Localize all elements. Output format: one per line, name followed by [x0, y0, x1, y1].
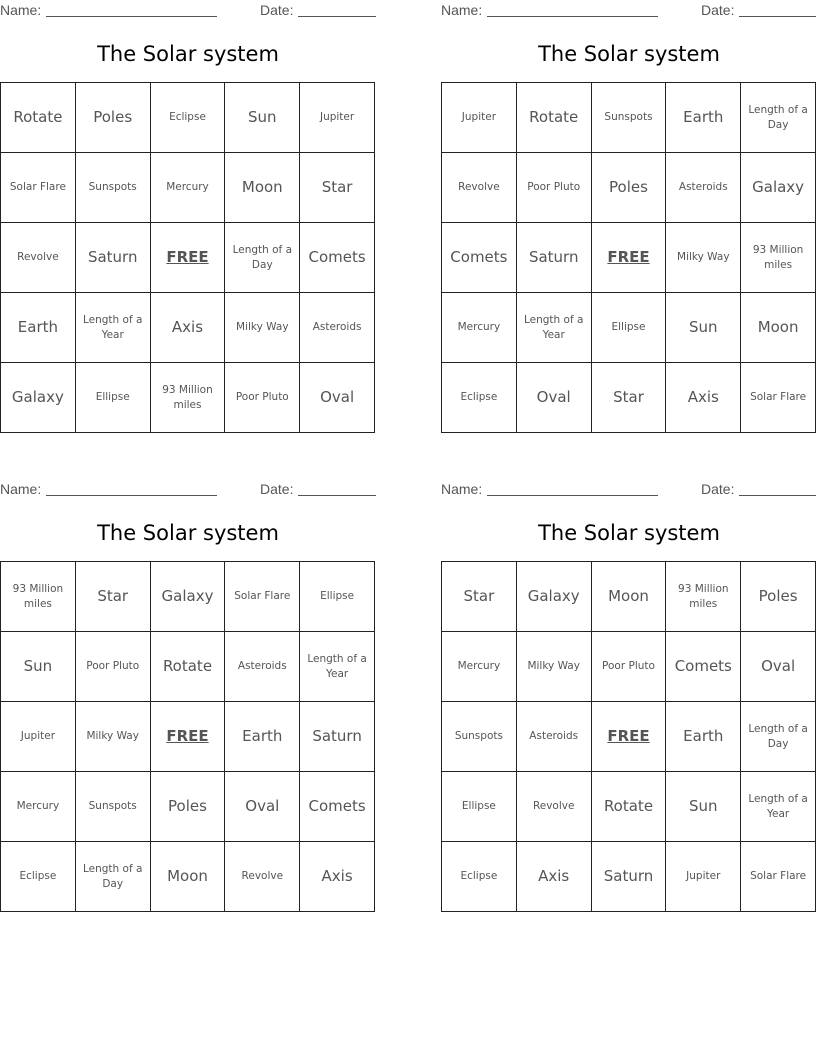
bingo-cell: Moon [741, 293, 816, 363]
bingo-cell: Poles [741, 562, 816, 632]
bingo-cell: Rotate [517, 83, 592, 153]
card-header [0, 0, 376, 20]
bingo-cell: Jupiter [666, 842, 741, 912]
bingo-cell: Jupiter [300, 83, 375, 153]
bingo-cell: Sunspots [76, 153, 151, 223]
bingo-cell: Galaxy [741, 153, 816, 223]
bingo-cell: Asteroids [666, 153, 741, 223]
bingo-cell: Poles [76, 83, 151, 153]
bingo-cell: Poles [592, 153, 667, 223]
bingo-cell: Comets [666, 632, 741, 702]
bingo-cell: Axis [517, 842, 592, 912]
bingo-cell: Asteroids [517, 702, 592, 772]
date-line [739, 495, 816, 496]
bingo-cell: Length of a Year [300, 632, 375, 702]
bingo-cell: Solar Flare [225, 562, 300, 632]
bingo-cell: Axis [151, 293, 226, 363]
bingo-cell: Sunspots [76, 772, 151, 842]
bingo-cell: Saturn [517, 223, 592, 293]
bingo-cell: Oval [300, 363, 375, 433]
bingo-cell: Sun [666, 772, 741, 842]
bingo-cell: Rotate [1, 83, 76, 153]
bingo-cell: Galaxy [151, 562, 226, 632]
bingo-cell: Saturn [76, 223, 151, 293]
bingo-cell: Earth [225, 702, 300, 772]
date-label: Date: [701, 2, 735, 18]
bingo-cell: Ellipse [300, 562, 375, 632]
bingo-card [0, 0, 376, 436]
bingo-cell: 93 Million miles [1, 562, 76, 632]
bingo-cell: Star [442, 562, 517, 632]
date-label: Date: [260, 481, 294, 497]
free-space-cell: FREE [151, 702, 226, 772]
bingo-cell: Comets [442, 223, 517, 293]
card-title: The Solar system [538, 42, 720, 66]
name-line [487, 16, 658, 17]
bingo-cell: Milky Way [666, 223, 741, 293]
bingo-cell: Mercury [442, 293, 517, 363]
bingo-cell: Eclipse [1, 842, 76, 912]
bingo-cell: Sunspots [442, 702, 517, 772]
bingo-cell: Rotate [592, 772, 667, 842]
free-space-cell: FREE [592, 223, 667, 293]
bingo-cell: Oval [225, 772, 300, 842]
bingo-cell: Revolve [517, 772, 592, 842]
bingo-cell: Star [76, 562, 151, 632]
free-space-cell: FREE [592, 702, 667, 772]
bingo-cell: Earth [666, 702, 741, 772]
name-label: Name: [441, 2, 483, 18]
bingo-cell: Eclipse [442, 363, 517, 433]
bingo-grid [0, 82, 375, 433]
bingo-cell: Saturn [300, 702, 375, 772]
bingo-card [0, 479, 376, 915]
bingo-cell: Rotate [151, 632, 226, 702]
bingo-cell: Galaxy [1, 363, 76, 433]
bingo-cell: Poor Pluto [517, 153, 592, 223]
bingo-cell: Comets [300, 772, 375, 842]
bingo-cell: Poles [151, 772, 226, 842]
bingo-cell: Star [592, 363, 667, 433]
bingo-cell: 93 Million miles [741, 223, 816, 293]
bingo-cell: Sunspots [592, 83, 667, 153]
bingo-cell: Sun [1, 632, 76, 702]
name-line [46, 495, 217, 496]
name-label: Name: [0, 481, 42, 497]
name-label: Name: [0, 2, 42, 18]
card-title: The Solar system [97, 521, 279, 545]
bingo-cell: Jupiter [442, 83, 517, 153]
bingo-cell: Galaxy [517, 562, 592, 632]
bingo-cell: Saturn [592, 842, 667, 912]
bingo-cell: Milky Way [225, 293, 300, 363]
bingo-cell: Length of a Day [225, 223, 300, 293]
bingo-cell: Moon [592, 562, 667, 632]
bingo-cell: Eclipse [442, 842, 517, 912]
bingo-card [441, 0, 816, 436]
bingo-cell: Comets [300, 223, 375, 293]
name-label: Name: [441, 481, 483, 497]
bingo-card [441, 479, 816, 915]
bingo-cell: Milky Way [76, 702, 151, 772]
bingo-cell: Solar Flare [1, 153, 76, 223]
bingo-cell: Star [300, 153, 375, 223]
bingo-grid [441, 561, 816, 912]
card-header [0, 479, 376, 499]
bingo-cell: Revolve [442, 153, 517, 223]
bingo-cell: Jupiter [1, 702, 76, 772]
bingo-cell: Solar Flare [741, 842, 816, 912]
bingo-grid [0, 561, 375, 912]
bingo-cell: Axis [666, 363, 741, 433]
bingo-cell: Mercury [442, 632, 517, 702]
bingo-cell: Moon [225, 153, 300, 223]
bingo-cell: Oval [741, 632, 816, 702]
bingo-cell: Poor Pluto [592, 632, 667, 702]
name-line [46, 16, 217, 17]
date-line [298, 16, 376, 17]
bingo-cell: Solar Flare [741, 363, 816, 433]
bingo-cell: 93 Million miles [151, 363, 226, 433]
date-line [298, 495, 376, 496]
bingo-cell: Mercury [151, 153, 226, 223]
date-label: Date: [260, 2, 294, 18]
bingo-grid [441, 82, 816, 433]
bingo-cell: Length of a Year [76, 293, 151, 363]
bingo-cell: Milky Way [517, 632, 592, 702]
card-header [441, 479, 816, 499]
bingo-cell: Length of a Day [741, 702, 816, 772]
card-title: The Solar system [538, 521, 720, 545]
bingo-cell: Asteroids [300, 293, 375, 363]
bingo-cell: Revolve [225, 842, 300, 912]
bingo-cell: Length of a Year [517, 293, 592, 363]
bingo-cell: Sun [225, 83, 300, 153]
bingo-cell: Length of a Day [76, 842, 151, 912]
bingo-cell: Sun [666, 293, 741, 363]
card-title: The Solar system [97, 42, 279, 66]
bingo-cell: Earth [666, 83, 741, 153]
bingo-cell: Moon [151, 842, 226, 912]
free-space-cell: FREE [151, 223, 226, 293]
bingo-cell: Mercury [1, 772, 76, 842]
bingo-cell: Poor Pluto [225, 363, 300, 433]
date-label: Date: [701, 481, 735, 497]
bingo-cell: Eclipse [151, 83, 226, 153]
bingo-cell: 93 Million miles [666, 562, 741, 632]
bingo-cell: Oval [517, 363, 592, 433]
card-header [441, 0, 816, 20]
bingo-cell: Earth [1, 293, 76, 363]
bingo-cell: Poor Pluto [76, 632, 151, 702]
bingo-cell: Ellipse [592, 293, 667, 363]
name-line [487, 495, 658, 496]
bingo-cell: Ellipse [76, 363, 151, 433]
bingo-cell: Ellipse [442, 772, 517, 842]
bingo-cell: Axis [300, 842, 375, 912]
date-line [739, 16, 816, 17]
bingo-cell: Length of a Year [741, 772, 816, 842]
bingo-cell: Length of a Day [741, 83, 816, 153]
bingo-cell: Revolve [1, 223, 76, 293]
bingo-cell: Asteroids [225, 632, 300, 702]
